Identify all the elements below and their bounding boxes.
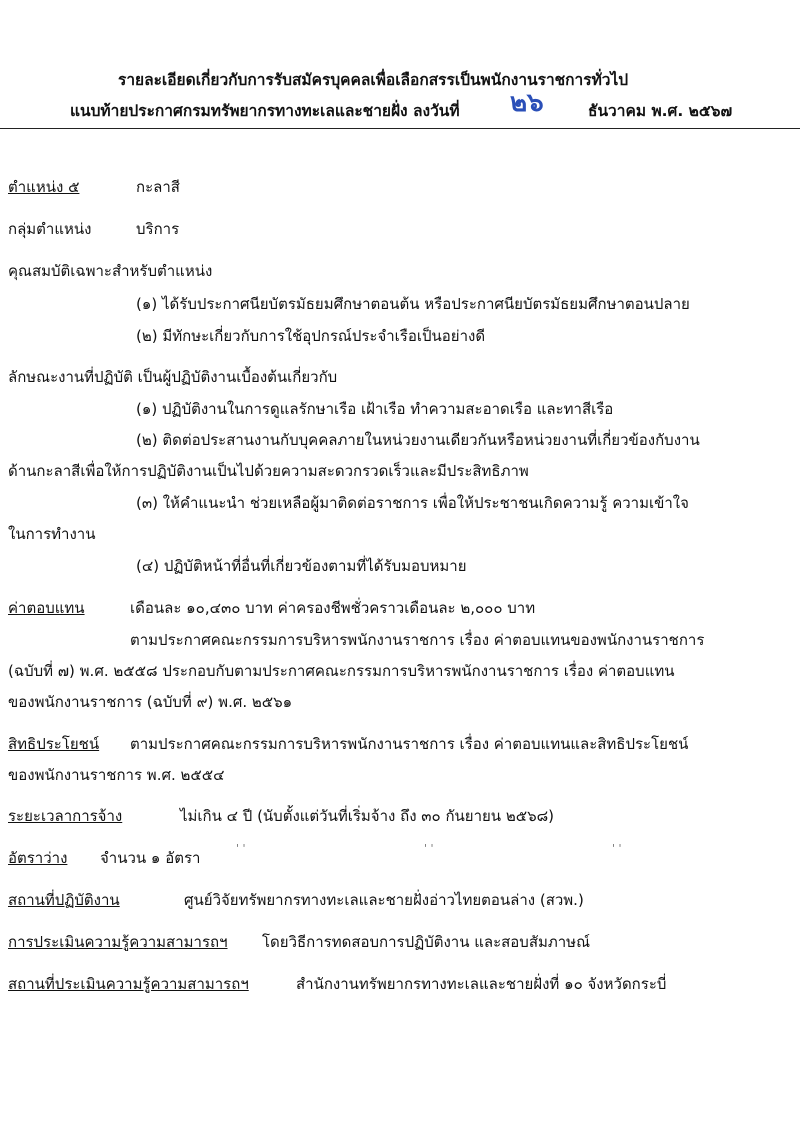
- duty-item-2-line-1: (๒) ติดต่อประสานงานกับบุคคลภายในหน่วยงานเดียวกันหรือหน่วยงานที่เกี่ยวข้องกับงาน: [136, 431, 700, 449]
- qualification-item: (๑) ได้รับประกาศนียบัตรมัธยมศึกษาตอนต้น หรือประกาศนียบัตรมัธยมศึกษาตอนปลาย: [136, 295, 690, 313]
- qualifications-title: คุณสมบัติเฉพาะสำหรับตำแหน่ง: [8, 262, 213, 280]
- duration-label: ระยะเวลาการจ้าง: [8, 807, 123, 825]
- duty-item-4: (๔) ปฏิบัติหน้าที่อื่นที่เกี่ยวข้องตามที่ได้รับมอบหมาย: [136, 557, 467, 575]
- compensation-line-4: ของพนักงานราชการ (ฉบับที่ ๙) พ.ศ. ๒๕๖๑: [8, 693, 293, 711]
- duty-item-3-line-1: (๓) ให้คำแนะนำ ช่วยเหลือผู้มาติดต่อราชการ เพื่อให้ประชาชนเกิดความรู้ ความเข้าใจ: [136, 494, 689, 512]
- duties-title: ลักษณะงานที่ปฏิบัติ เป็นผู้ปฏิบัติงานเบื้องต้นเกี่ยวกับ: [8, 368, 338, 386]
- workplace-value: ศูนย์วิจัยทรัพยากรทางทะเลและชายฝั่งอ่าวไทยตอนล่าง (สวพ.): [184, 891, 584, 909]
- assessment-label: การประเมินความรู้ความสามารถฯ: [8, 933, 228, 951]
- benefits-line-2: ของพนักงานราชการ พ.ศ. ๒๕๕๔: [8, 766, 225, 784]
- header-line-2-suffix: ธันวาคม พ.ศ. ๒๕๖๗: [588, 102, 733, 120]
- header-line-2-prefix: แนบท้ายประกาศกรมทรัพยากรทางทะเลและชายฝั่ง ลงวันที่: [70, 102, 460, 120]
- assessment-place-value: สำนักงานทรัพยากรทางทะเลและชายฝั่งที่ ๑๐ จังหวัดกระบี่: [296, 975, 667, 993]
- handwritten-day: ๒๖: [510, 88, 544, 118]
- workplace-label: สถานที่ปฏิบัติงาน: [8, 891, 120, 909]
- compensation-label: ค่าตอบแทน: [8, 599, 85, 617]
- assessment-place-label: สถานที่ประเมินความรู้ความสามารถฯ: [8, 975, 249, 993]
- compensation-line-2: ตามประกาศคณะกรรมการบริหารพนักงานราชการ เรื่อง ค่าตอบแทนของพนักงานราชการ: [130, 631, 705, 649]
- qualification-item: (๒) มีทักษะเกี่ยวกับการใช้อุปกรณ์ประจำเรือเป็นอย่างดี: [136, 327, 486, 345]
- position-value: กะลาสี: [136, 178, 180, 196]
- header-line-1: รายละเอียดเกี่ยวกับการรับสมัครบุคคลเพื่อเลือกสรรเป็นพนักงานราชการทั่วไป: [118, 71, 629, 89]
- benefits-line-1: ตามประกาศคณะกรรมการบริหารพนักงานราชการ เรื่อง ค่าตอบแทนและสิทธิประโยชน์: [130, 735, 689, 753]
- compensation-line-3: (ฉบับที่ ๗) พ.ศ. ๒๕๕๘ ประกอบกับตามประกาศคณะกรรมการบริหารพนักงานราชการ เรื่อง ค่าตอบแทน: [8, 662, 675, 680]
- scan-speck: ' ': [612, 842, 622, 855]
- duty-item-3-line-2: ในการทำงาน: [8, 525, 96, 543]
- vacancy-value: จำนวน ๑ อัตรา: [100, 849, 201, 867]
- compensation-line-1: เดือนละ ๑๐,๔๓๐ บาท ค่าครองชีพชั่วคราวเดือนละ ๒,๐๐๐ บาท: [130, 599, 536, 617]
- header-divider: [0, 128, 800, 129]
- duration-value: ไม่เกิน ๔ ปี (นับตั้งแต่วันที่เริ่มจ้าง ถึง ๓๐ กันยายน ๒๕๖๘): [180, 807, 555, 825]
- duty-item-2-line-2: ด้านกะลาสีเพื่อให้การปฏิบัติงานเป็นไปด้วยความสะดวกรวดเร็วและมีประสิทธิภาพ: [8, 462, 529, 480]
- assessment-value: โดยวิธีการทดสอบการปฏิบัติงาน และสอบสัมภาษณ์: [262, 933, 590, 951]
- vacancy-label: อัตราว่าง: [8, 849, 68, 867]
- scan-speck: ' ': [424, 842, 434, 855]
- scan-speck: ' ': [236, 842, 246, 855]
- group-value: บริการ: [136, 220, 180, 238]
- position-label: ตำแหน่ง ๕: [8, 178, 80, 196]
- duty-item-1: (๑) ปฏิบัติงานในการดูแลรักษาเรือ เฝ้าเรือ ทำความสะอาดเรือ และทาสีเรือ: [136, 400, 614, 418]
- group-label: กลุ่มตำแหน่ง: [8, 220, 92, 238]
- benefits-label: สิทธิประโยชน์: [8, 735, 100, 753]
